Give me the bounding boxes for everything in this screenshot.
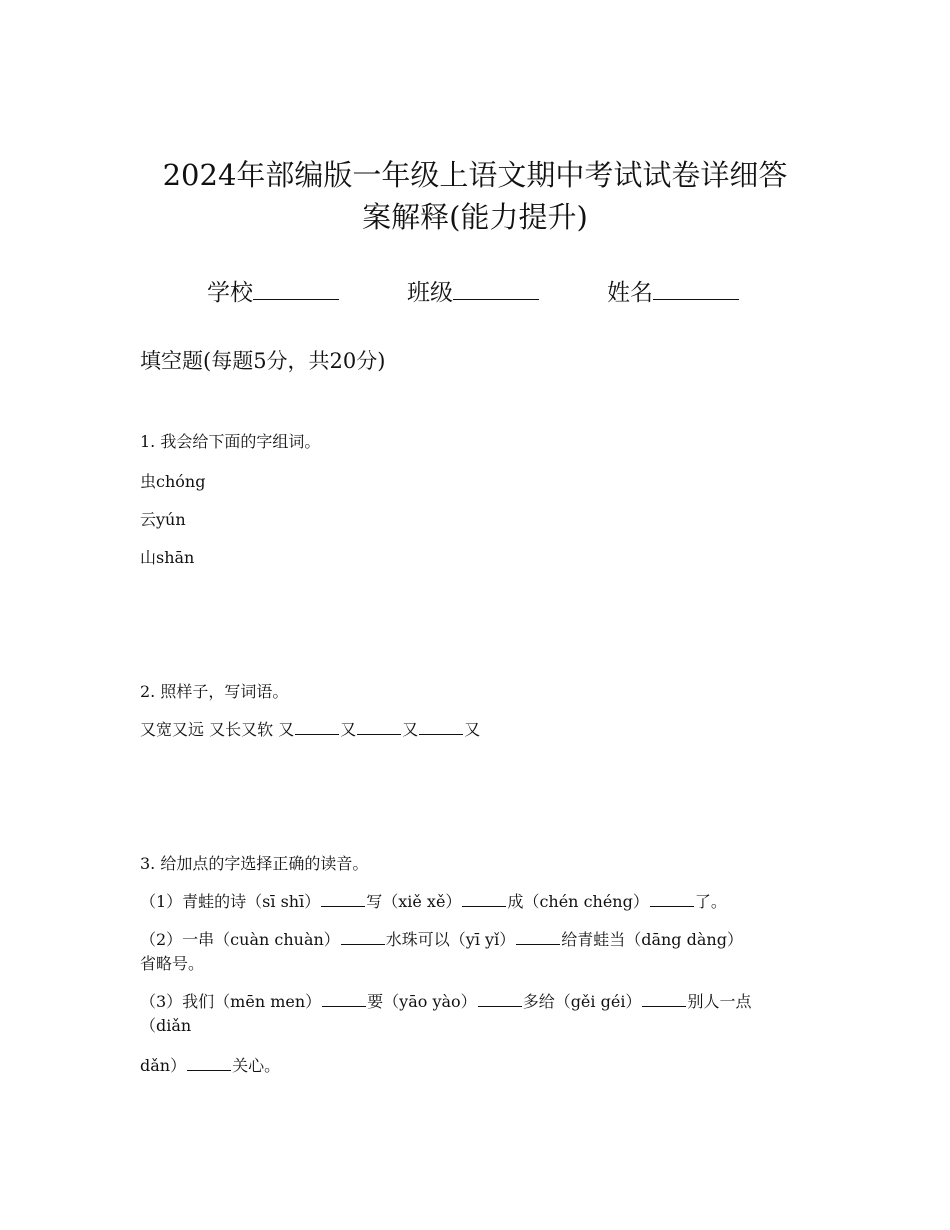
you-char: 又 <box>278 720 295 739</box>
answer-blank[interactable] <box>295 718 339 735</box>
school-field <box>207 278 339 308</box>
question-3-line-3 <box>140 990 751 1014</box>
q3-text: （3）我们（mēn men） <box>140 992 322 1011</box>
question-2-line <box>140 718 480 742</box>
class-field <box>407 278 539 308</box>
name-field <box>607 278 739 308</box>
class-blank[interactable] <box>453 279 539 300</box>
q3-text: 成（chén chéng） <box>507 892 649 911</box>
answer-blank[interactable] <box>322 990 366 1007</box>
school-label: 学校 <box>207 280 253 306</box>
question-1-item: 山shān <box>140 548 195 567</box>
q3-text: 多给（gěi géi） <box>522 992 642 1011</box>
answer-blank[interactable] <box>462 890 506 907</box>
you-char: 又 <box>464 720 481 739</box>
example-words: 又宽又远 又长又软 <box>140 720 279 739</box>
q3-text: 给青蛙当（dāng dàng） <box>561 930 743 949</box>
section-heading: 填空题(每题5分，共20分) <box>140 349 386 373</box>
school-blank[interactable] <box>253 279 339 300</box>
q3-text: 关心。 <box>232 1056 281 1075</box>
q3-text: （2）一串（cuàn chuàn） <box>140 930 340 949</box>
answer-blank[interactable] <box>516 928 560 945</box>
answer-blank[interactable] <box>187 1054 231 1071</box>
question-1-item: 云yún <box>140 510 186 529</box>
question-1-item: 虫chóng <box>140 472 206 491</box>
q3-text: 要（yāo yào） <box>367 992 477 1011</box>
you-char: 又 <box>340 720 357 739</box>
answer-blank[interactable] <box>321 890 365 907</box>
you-char: 又 <box>402 720 419 739</box>
q3-text: （1）青蛙的诗（sī shī） <box>140 892 321 911</box>
question-3-stem: 3. 给加点的字选择正确的读音。 <box>140 854 369 873</box>
q3-text: 写（xiě xě） <box>366 892 462 911</box>
question-3-line-3-cont: （diǎn <box>140 1016 192 1035</box>
q3-text: 水珠可以（yī yǐ） <box>385 930 516 949</box>
question-3-line-2-cont: 省略号。 <box>140 954 205 973</box>
question-1-stem: 1. 我会给下面的字组词。 <box>140 432 321 451</box>
answer-blank[interactable] <box>642 990 686 1007</box>
q3-text: 了。 <box>694 892 727 911</box>
answer-blank[interactable] <box>357 718 401 735</box>
page-title-line-1: 2024年部编版一年级上语文期中考试试卷详细答 <box>162 158 788 192</box>
answer-blank[interactable] <box>650 890 694 907</box>
name-label: 姓名 <box>607 280 653 306</box>
answer-blank[interactable] <box>478 990 522 1007</box>
question-3-line-2 <box>140 928 743 952</box>
q3-text: 别人一点 <box>687 992 752 1011</box>
name-blank[interactable] <box>653 279 739 300</box>
page-title-line-2: 案解释(能力提升) <box>362 200 588 234</box>
q3-text: dǎn） <box>140 1056 187 1075</box>
answer-blank[interactable] <box>341 928 385 945</box>
question-2-stem: 2. 照样子，写词语。 <box>140 682 289 701</box>
question-3-line-1 <box>140 890 727 914</box>
answer-blank[interactable] <box>419 718 463 735</box>
class-label: 班级 <box>407 280 453 306</box>
question-3-line-4 <box>140 1054 280 1078</box>
